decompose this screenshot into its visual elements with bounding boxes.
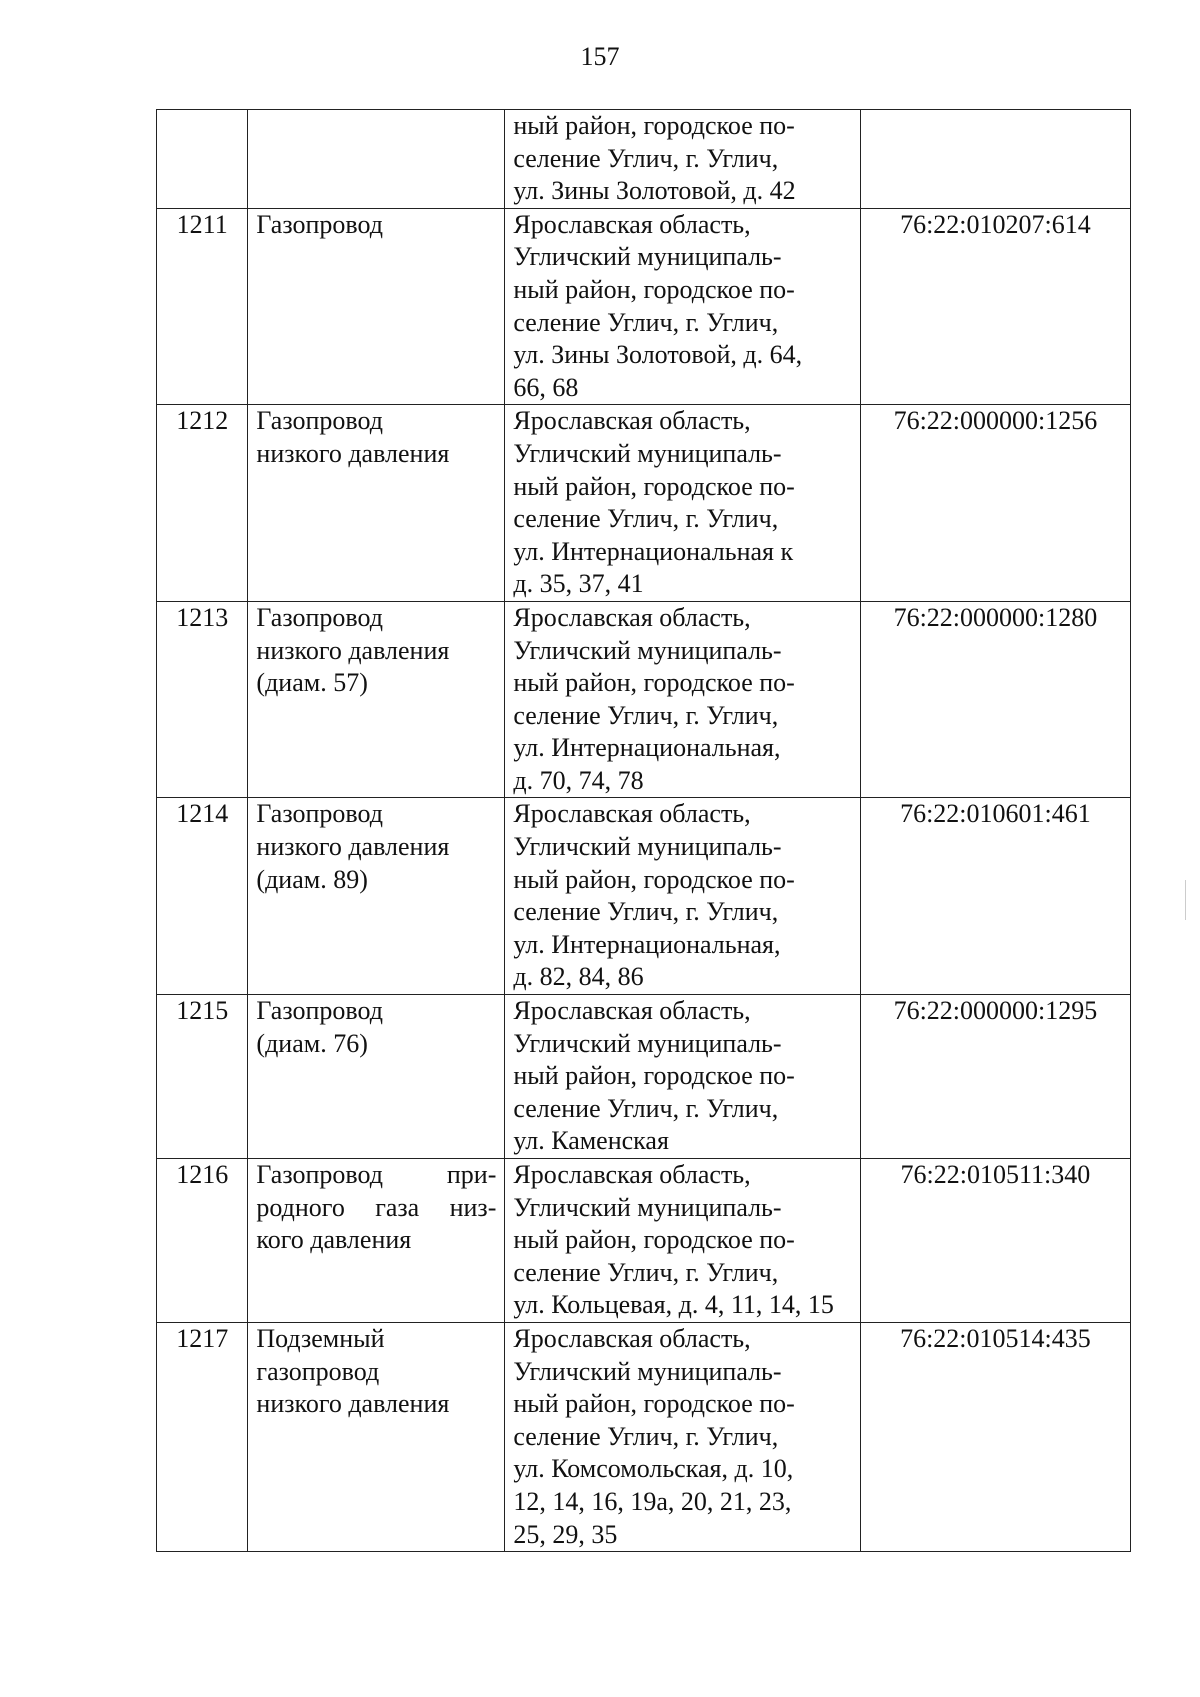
address-line: селение Углич, г. Углич, bbox=[513, 1257, 779, 1287]
address-line: ул. Интернациональная, bbox=[513, 929, 781, 959]
address-line: ный район, городское по- bbox=[513, 471, 795, 501]
address-line: Угличский муниципаль- bbox=[513, 1028, 782, 1058]
cadastral-number: 76:22:010207:614 bbox=[860, 208, 1130, 405]
table-row bbox=[157, 1159, 1131, 1323]
table-row bbox=[157, 798, 1131, 995]
address-line: ный район, городское по- bbox=[513, 1389, 795, 1419]
address-line: ный район, городское по- bbox=[513, 274, 795, 304]
address-cell bbox=[505, 995, 860, 1159]
object-name-line: газопровод bbox=[256, 1356, 380, 1386]
address-line: Угличский муниципаль- bbox=[513, 832, 782, 862]
object-name-line: (диам. 76) bbox=[256, 1028, 368, 1058]
object-name-line: (диам. 57) bbox=[256, 668, 368, 698]
address-line: селение Углич, г. Углич, bbox=[513, 307, 779, 337]
address-line: Ярославская область, bbox=[513, 209, 751, 239]
object-name-line: Газопровод bbox=[256, 209, 383, 239]
address-line: селение Углич, г. Углич, bbox=[513, 1093, 779, 1123]
address-line: Угличский муниципаль- bbox=[513, 438, 782, 468]
object-name-cell bbox=[248, 405, 505, 602]
address-line: д. 82, 84, 86 bbox=[513, 962, 644, 992]
object-name-cell bbox=[248, 1159, 505, 1323]
object-name-line: низкого давления bbox=[256, 635, 450, 665]
address-line: Ярославская область, bbox=[513, 1323, 751, 1353]
table-row bbox=[157, 405, 1131, 602]
address-line: Ярославская область, bbox=[513, 406, 751, 436]
address-line: Угличский муниципаль- bbox=[513, 635, 782, 665]
address-line: Ярославская область, bbox=[513, 996, 751, 1026]
table-row bbox=[157, 601, 1131, 798]
address-line: ный район, городское по- bbox=[513, 864, 795, 894]
object-name-line: низкого давления bbox=[256, 832, 450, 862]
address-line: 25, 29, 35 bbox=[513, 1519, 618, 1549]
object-name-line: Газопровод bbox=[256, 799, 383, 829]
address-line: Угличский муниципаль- bbox=[513, 1192, 782, 1222]
object-name-cell bbox=[248, 601, 505, 798]
object-name-cell bbox=[248, 1322, 505, 1551]
address-line: ный район, городское по- bbox=[513, 1061, 795, 1091]
address-line: Ярославская область, bbox=[513, 602, 751, 632]
address-line: ный район, городское по- bbox=[513, 1225, 795, 1255]
cadastral-number: 76:22:010514:435 bbox=[860, 1322, 1130, 1551]
address-line: ул. Интернациональная к bbox=[513, 536, 794, 566]
cadastral-number: 76:22:010511:340 bbox=[860, 1159, 1130, 1323]
address-line: Ярославская область, bbox=[513, 799, 751, 829]
object-name-line: кого давления bbox=[256, 1225, 412, 1255]
address-cell bbox=[505, 405, 860, 602]
address-cell bbox=[505, 601, 860, 798]
address-line: 12, 14, 16, 19а, 20, 21, 23, bbox=[513, 1486, 792, 1516]
address-line: ул. Зины Золотовой, д. 64, bbox=[513, 340, 803, 370]
page-number: 157 bbox=[580, 42, 620, 71]
row-number bbox=[157, 110, 248, 209]
address-line: ный район, городское по- bbox=[513, 668, 795, 698]
address-line: Угличский муниципаль- bbox=[513, 242, 782, 272]
address-line: ный район, городское по- bbox=[513, 111, 795, 140]
object-name-cell bbox=[248, 110, 505, 209]
object-name-line: Подземный bbox=[256, 1323, 385, 1353]
address-line: селение Углич, г. Углич, bbox=[513, 700, 779, 730]
address-cell bbox=[505, 110, 860, 209]
object-name-line: Газопровод при- bbox=[256, 1160, 497, 1189]
object-name-line: низкого давления bbox=[256, 1389, 450, 1419]
address-line: д. 35, 37, 41 bbox=[513, 569, 644, 599]
table-row bbox=[157, 208, 1131, 405]
object-name-cell bbox=[248, 995, 505, 1159]
address-line: селение Углич, г. Углич, bbox=[513, 504, 779, 534]
row-number: 1214 bbox=[157, 798, 248, 995]
address-line: ул. Интернациональная, bbox=[513, 733, 781, 763]
cadastral-number bbox=[860, 110, 1130, 209]
object-name-line: Газопровод bbox=[256, 996, 383, 1026]
registry-table-body bbox=[157, 110, 1131, 1552]
object-name-line: низкого давления bbox=[256, 438, 450, 468]
address-line: ул. Каменская bbox=[513, 1126, 669, 1156]
address-line: 66, 68 bbox=[513, 372, 579, 402]
address-line: ул. Зины Золотовой, д. 42 bbox=[513, 176, 796, 206]
row-number: 1216 bbox=[157, 1159, 248, 1323]
table-row bbox=[157, 110, 1131, 209]
object-name-line: Газопровод bbox=[256, 406, 383, 436]
row-number: 1213 bbox=[157, 601, 248, 798]
object-name-line: родного газа низ- bbox=[256, 1192, 497, 1222]
scan-artifact-line bbox=[1185, 880, 1186, 920]
cadastral-number: 76:22:000000:1256 bbox=[860, 405, 1130, 602]
address-line: Угличский муниципаль- bbox=[513, 1356, 782, 1386]
registry-table bbox=[156, 109, 1131, 1552]
object-name-cell bbox=[248, 798, 505, 995]
address-cell bbox=[505, 798, 860, 995]
object-name-line: Газопровод bbox=[256, 602, 383, 632]
row-number: 1215 bbox=[157, 995, 248, 1159]
address-line: ул. Комсомольская, д. 10, bbox=[513, 1454, 794, 1484]
row-number: 1217 bbox=[157, 1322, 248, 1551]
address-line: селение Углич, г. Углич, bbox=[513, 1421, 779, 1451]
object-name-cell bbox=[248, 208, 505, 405]
address-line: селение Углич, г. Углич, bbox=[513, 143, 779, 173]
address-cell bbox=[505, 208, 860, 405]
address-line: д. 70, 74, 78 bbox=[513, 765, 644, 795]
cadastral-number: 76:22:000000:1295 bbox=[860, 995, 1130, 1159]
cadastral-number: 76:22:010601:461 bbox=[860, 798, 1130, 995]
table-row bbox=[157, 995, 1131, 1159]
address-cell bbox=[505, 1322, 860, 1551]
address-line: селение Углич, г. Углич, bbox=[513, 897, 779, 927]
address-line: ул. Кольцевая, д. 4, 11, 14, 15 bbox=[513, 1290, 834, 1320]
row-number: 1212 bbox=[157, 405, 248, 602]
address-cell bbox=[505, 1159, 860, 1323]
cadastral-number: 76:22:000000:1280 bbox=[860, 601, 1130, 798]
address-line: Ярославская область, bbox=[513, 1160, 751, 1189]
table-row bbox=[157, 1322, 1131, 1551]
object-name-line: (диам. 89) bbox=[256, 864, 368, 894]
row-number: 1211 bbox=[157, 208, 248, 405]
